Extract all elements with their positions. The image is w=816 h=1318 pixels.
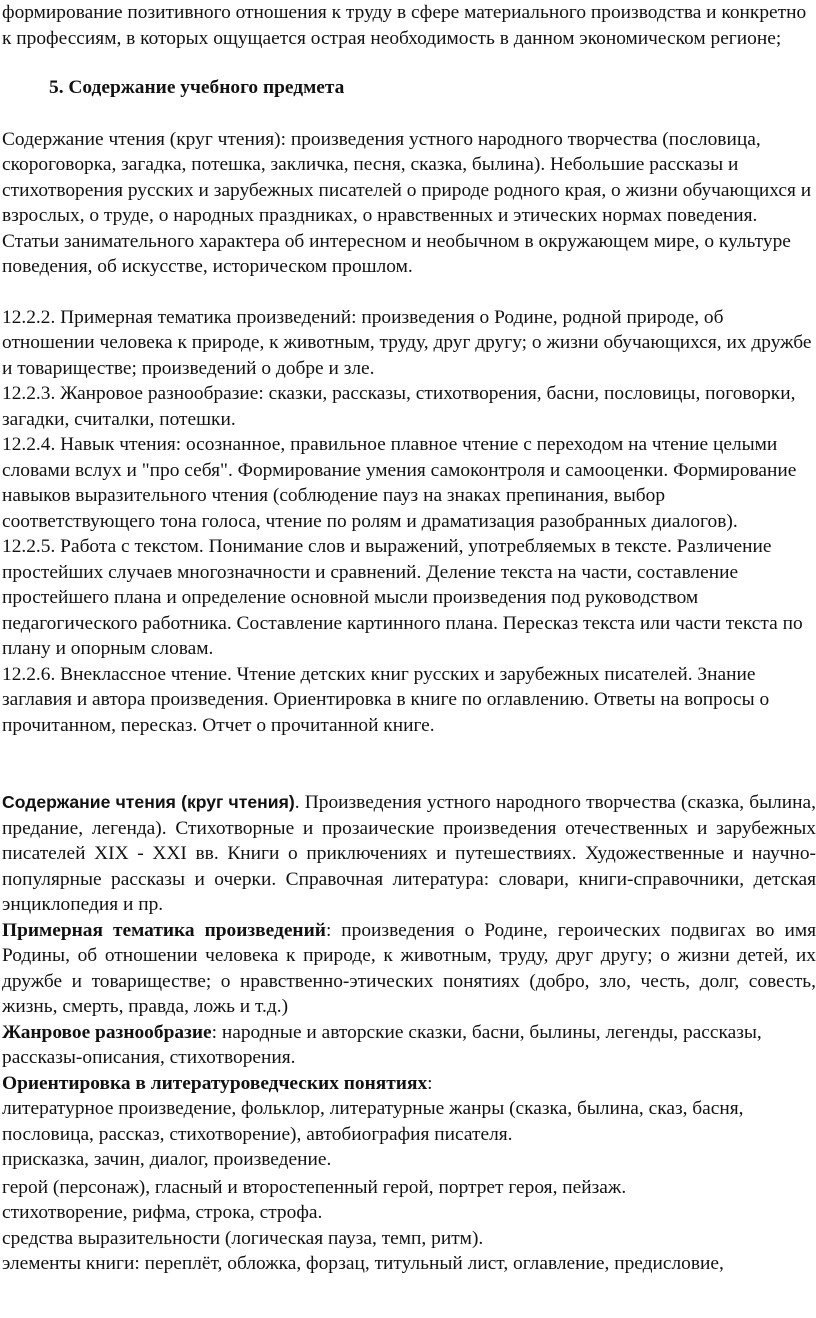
item-12-2-3: 12.2.3. Жанровое разнообразие: сказки, рассказы, стихотворения, басни, пословицы, поговорки, загадки, считалки, потешки. bbox=[2, 383, 796, 430]
reading-circle-label: Содержание чтения (круг чтения) bbox=[2, 792, 295, 812]
reading-circle-text: . Произведения устного народного творчества (сказка, былина, предание, легенда). Стихотворные и прозаические произведения отечественных и зарубежных писателей XIX - XXI вв. Книги о приключениях и путешествиях. Художественные и научно-популярные рассказы и очерки. Справочная литература: словари, книги-справочники, детская энциклопедия и пр. bbox=[2, 792, 816, 915]
orientation-colon: : bbox=[427, 1072, 433, 1094]
themes-paragraph bbox=[2, 918, 816, 1020]
concept-line: присказка, зачин, диалог, произведение. bbox=[2, 1149, 332, 1170]
item-12-2-4: 12.2.4. Навык чтения: осознанное, правильное плавное чтение с переходом на чтение целыми словами вслух и "про себя". Формирование умения самоконтроля и самооценки. Формирование навыков выразительного чтения (соблюдение пауз на знаках препинания, выбор соответствующего тона голоса, чтение по ролям и драматизация разобранных диалогов). bbox=[2, 434, 797, 532]
genre-text: : народные и авторские сказки, басни, былины, легенды, рассказы, рассказы-описания, стихотворения. bbox=[2, 1021, 762, 1068]
themes-label: Примерная тематика произведений bbox=[2, 919, 326, 941]
concept-line: элементы книги: переплёт, обложка, форзац, титульный лист, оглавление, предисловие, bbox=[2, 1253, 724, 1274]
intro-paragraph: формирование позитивного отношения к труду в сфере материального производства и конкретно к профессиям, в которых ощущается острая необходимость в данном экономическом регионе; bbox=[2, 2, 807, 49]
item-12-2-6: 12.2.6. Внеклассное чтение. Чтение детских книг русских и зарубежных писателей. Знание заглавия и автора произведения. Ориентировка в книге по оглавлению. Ответы на вопросы о прочитанном, пересказ. Отчет о прочитанной книге. bbox=[2, 663, 770, 736]
themes-text: : произведения о Родине, героических подвигах во имя Родины, об отношении человека к природе, к животным, труду, друг другу; о жизни детей, их дружбе и товариществе; о нравственно-этических понятиях (добро, зло, честь, долг, совесть, жизнь, смерть, правда, ложь и т.д.) bbox=[2, 919, 816, 1017]
concept-line: литературное произведение, фольклор, литературные жанры (сказка, былина, сказ, басня, пословица, рассказ, стихотворение), автобиография писателя. bbox=[2, 1098, 744, 1145]
reading-circle-paragraph bbox=[2, 790, 816, 918]
section-heading: 5. Содержание учебного предмета bbox=[49, 77, 345, 98]
reading-content-paragraph: Содержание чтения (круг чтения): произведения устного народного творчества (пословица, скороговорка, загадка, потешка, закличка, песня, сказка, былина). Небольшие рассказы и стихотворения русских и зарубежных писателей о природе родного края, о жизни обучающихся и взрослых, о труде, о народных праздниках, о нравственных и этических нормах поведения. Статьи занимательного характера об интересном и необычном в окружающем мире, о культуре поведения, об искусстве, историческом прошлом. bbox=[2, 128, 812, 277]
orientation-label: Ориентировка в литературоведческих понятиях bbox=[2, 1072, 428, 1094]
genre-label: Жанровое разнообразие bbox=[2, 1021, 212, 1043]
genre-paragraph bbox=[2, 1020, 816, 1071]
orientation-heading bbox=[2, 1071, 816, 1097]
literary-content-block bbox=[2, 790, 816, 1277]
section-12-2-items bbox=[2, 305, 816, 739]
concept-line: герой (персонаж), гласный и второстепенный герой, портрет героя, пейзаж. bbox=[2, 1176, 627, 1198]
concept-line: стихотворение, рифма, строка, строфа. bbox=[2, 1202, 323, 1223]
item-12-2-2: 12.2.2. Примерная тематика произведений: произведения о Родине, родной природе, об отношении человека к природе, к животным, труду, друг другу; о жизни обучающихся, их дружбе и товариществе; произведений о добре и зле. bbox=[2, 306, 812, 379]
concept-line: средства выразительности (логическая пауза, темп, ритм). bbox=[2, 1227, 484, 1249]
item-12-2-5: 12.2.5. Работа с текстом. Понимание слов и выражений, употребляемых в тексте. Различение простейших случаев многозначности и сравнений. Деление текста на части, составление простейшего плана и определение основной мысли произведения под руководством педагогического работника. Составление картинного плана. Пересказ текста или части текста по плану и опорным словам. bbox=[2, 536, 803, 659]
